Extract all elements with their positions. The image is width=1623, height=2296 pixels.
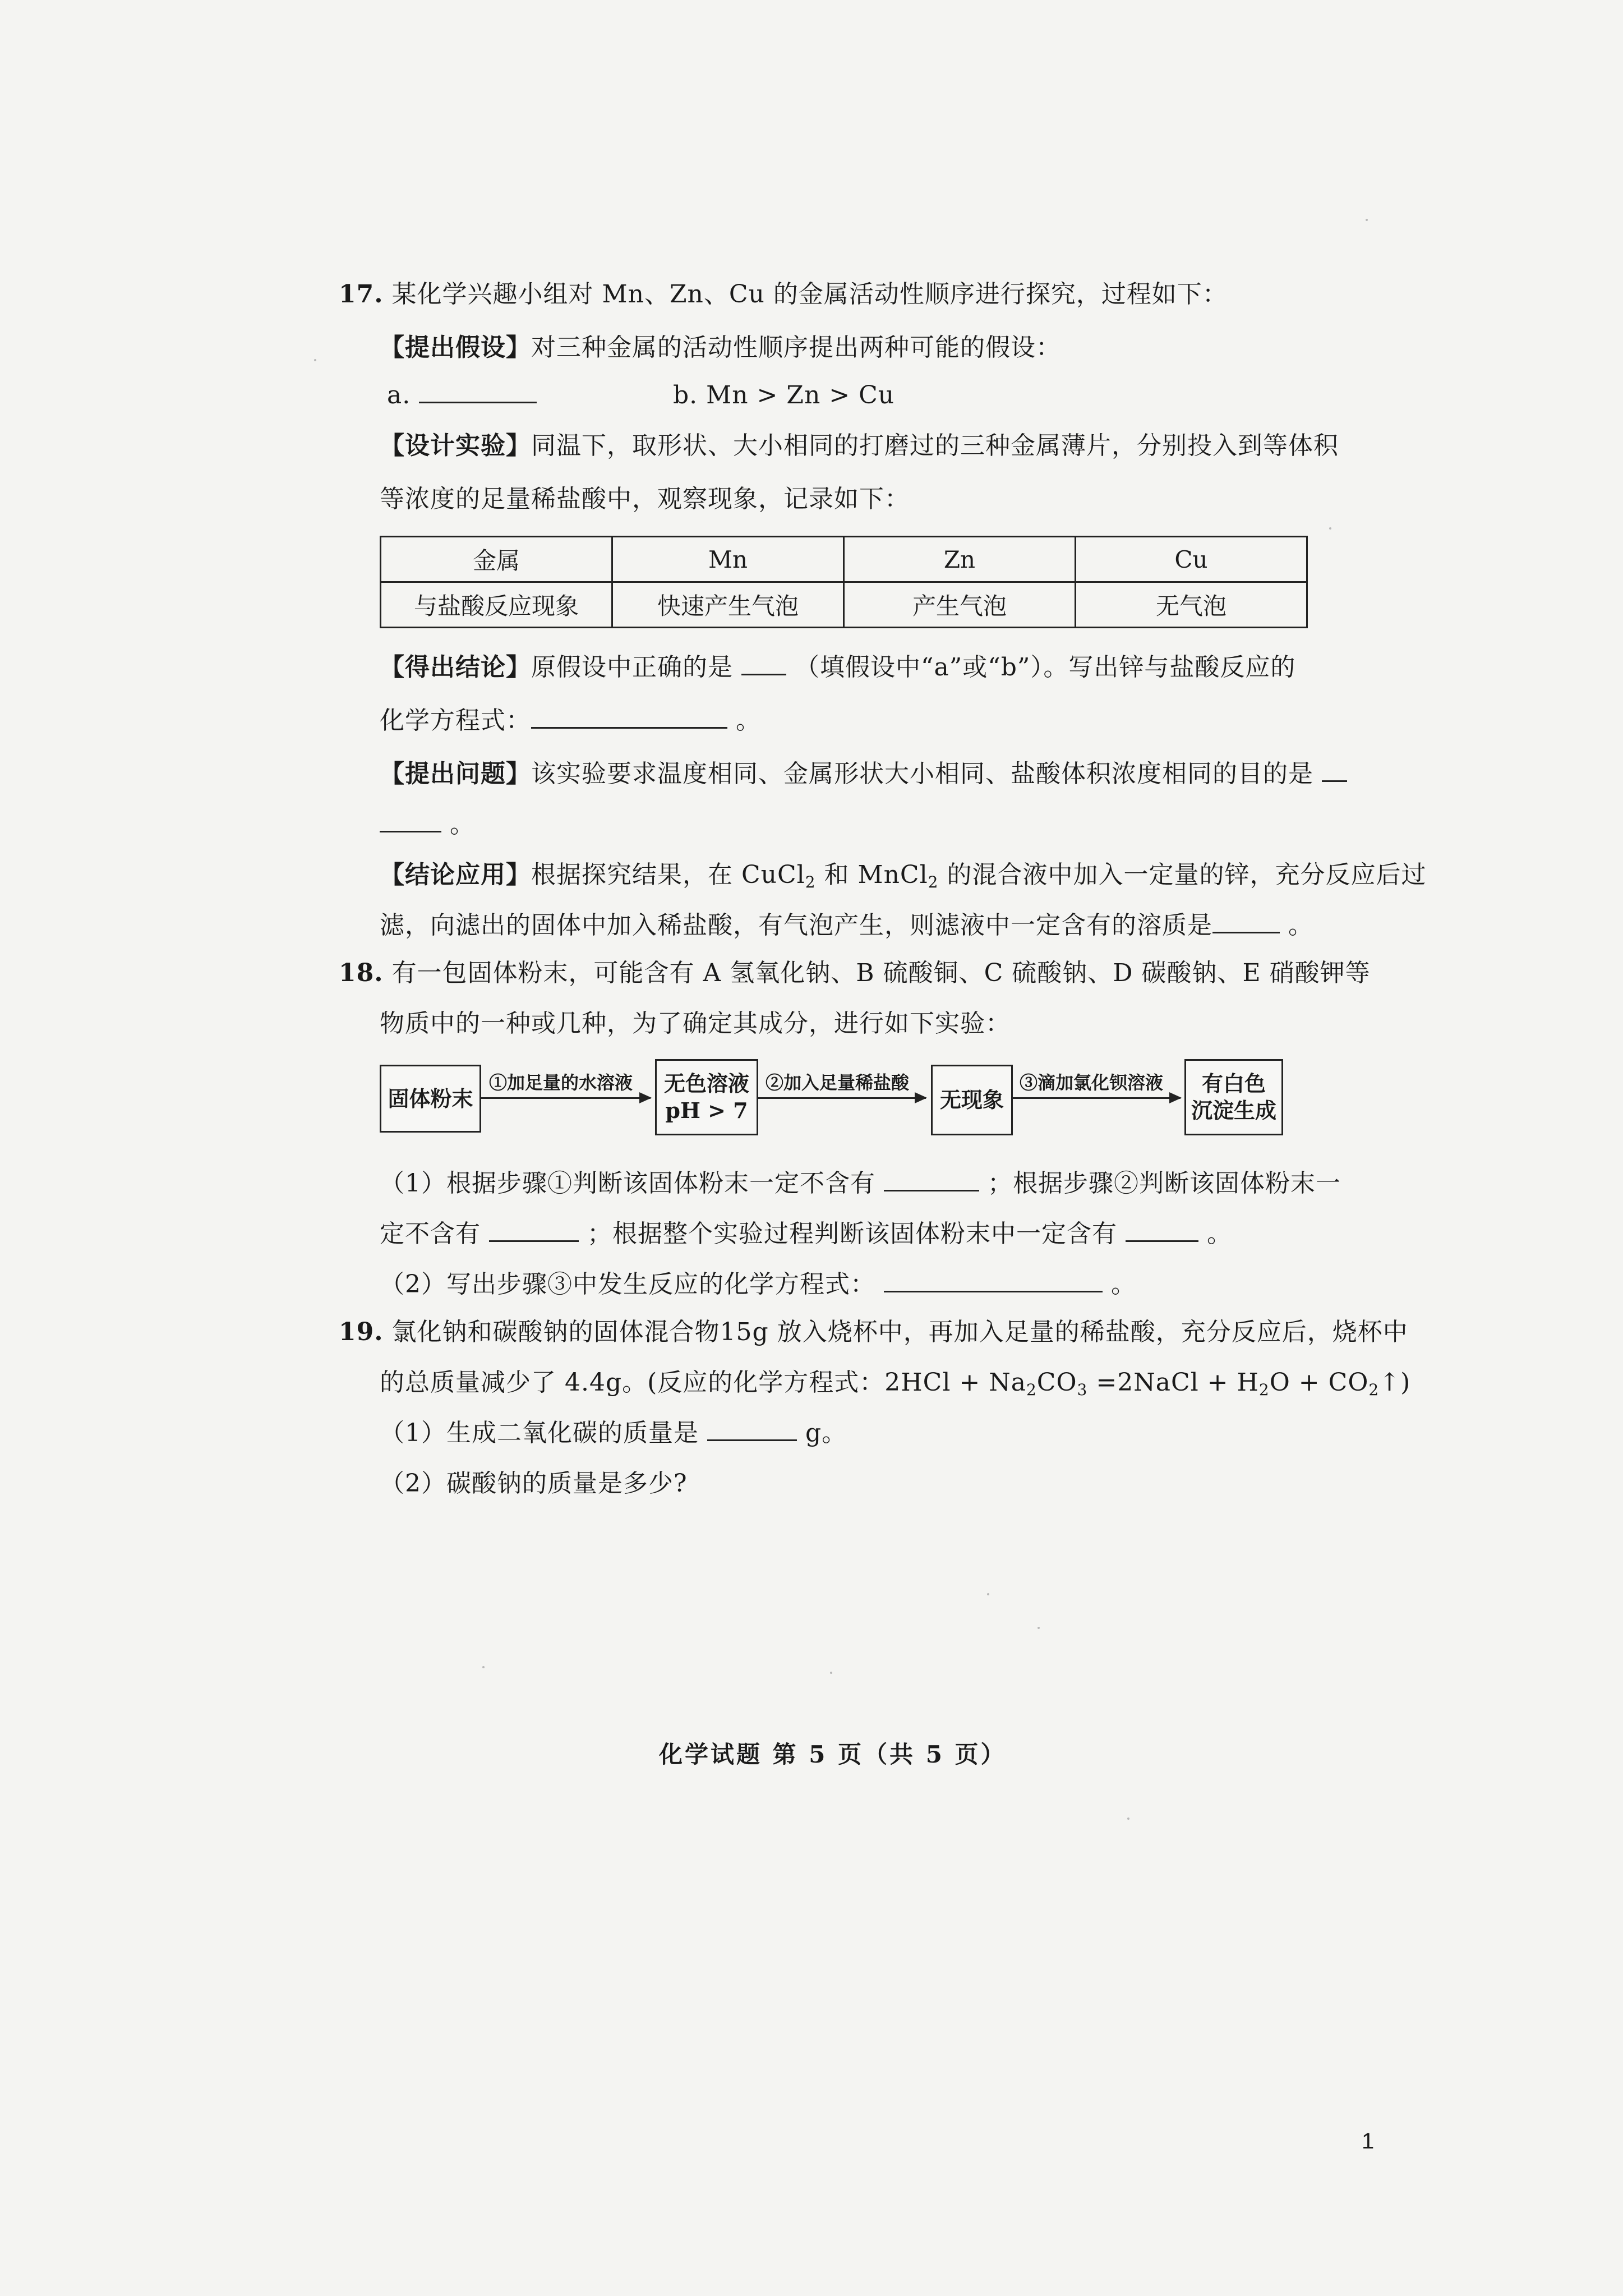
- flow-arrow-1: [481, 1097, 651, 1099]
- table-row: [381, 582, 1307, 628]
- table-cell: Cu: [1076, 537, 1307, 582]
- answer-blank[interactable]: [419, 379, 537, 403]
- scan-speck: [1038, 1627, 1040, 1629]
- answer-blank[interactable]: [1126, 1218, 1198, 1242]
- scan-speck: [1127, 1818, 1129, 1820]
- flow-box-colorless-solution: 无色溶液 pH > 7: [655, 1059, 758, 1135]
- scan-speck: [1366, 219, 1368, 221]
- answer-blank[interactable]: [531, 705, 727, 729]
- q17-design-line2: 等浓度的足量稀盐酸中，观察现象，记录如下：: [380, 485, 910, 513]
- scan-speck: [314, 359, 316, 361]
- q17-hypothesis: 【提出假设】对三种金属的活动性顺序提出两种可能的假设：: [380, 333, 1061, 362]
- q17-application-line2: 滤，向滤出的固体中加入稀盐酸，有气泡产生，则滤液中一定含有的溶质是 。: [380, 909, 1313, 942]
- q17-application-line1: 【结论应用】根据探究结果，在 CuCl$_2$ 和 MnCl$_2$ 的混合液中加入一定量的锌，充分反应后过: [380, 861, 1427, 891]
- flow-step-1-label: ①加足量的水溶液: [489, 1072, 633, 1093]
- q19-part1: （1）生成二氧化碳的质量是 g。: [380, 1416, 847, 1450]
- metal-reaction-table: [380, 536, 1308, 628]
- q17-question-line: 【提出问题】该实验要求温度相同、金属形状大小相同、盐酸体积浓度相同的目的是: [380, 757, 1347, 791]
- q17-intro: 17. 某化学兴趣小组对 Mn、Zn、Cu 的金属活动性顺序进行探究，过程如下：: [339, 280, 1228, 309]
- q19-line1: 19. 氯化钠和碳酸钠的固体混合物15g 放入烧杯中，再加入足量的稀盐酸，充分反应后，烧杯中: [339, 1318, 1408, 1346]
- flow-box-no-phenomenon: 无现象: [931, 1065, 1013, 1135]
- q18-part1-line2: 定不含有 ；根据整个实验过程判断该固体粉末中一定含有 。: [380, 1217, 1232, 1251]
- table-cell: Zn: [844, 537, 1076, 582]
- q17-design-line1: 【设计实验】同温下，取形状、大小相同的打磨过的三种金属薄片，分别投入到等体积: [380, 431, 1339, 460]
- answer-blank[interactable]: [707, 1417, 797, 1441]
- scan-speck: [830, 1672, 832, 1674]
- answer-blank[interactable]: [380, 808, 441, 832]
- q18-part2: （2）写出步骤③中发生反应的化学方程式： 。: [380, 1268, 1136, 1301]
- q17-hypothesis-b: b. Mn > Zn > Cu: [673, 381, 895, 409]
- q19-part2: （2）碳酸钠的质量是多少?: [380, 1469, 688, 1498]
- flow-arrow-3: [1012, 1097, 1181, 1099]
- q17-conclusion-line2: 化学方程式： 。: [380, 704, 761, 738]
- answer-blank[interactable]: [1322, 758, 1347, 782]
- table-cell: 金属: [381, 537, 612, 582]
- page-number: 1: [1362, 2129, 1375, 2154]
- q19-line2: 的总质量减少了 4.4g。(反应的化学方程式：$2HCl + Na_2CO_3$ =2NaCl + $H_2O$ + $CO_2↑$): [380, 1368, 1411, 1399]
- scan-speck: [1329, 527, 1331, 530]
- table-cell: 产生气泡: [844, 582, 1076, 628]
- q17-question-line2: 。: [380, 808, 475, 841]
- page-footer: 化学试题 第 5 页（共 5 页）: [659, 1741, 1007, 1768]
- flow-arrow-2: [758, 1097, 926, 1099]
- table-row: [381, 537, 1307, 582]
- flow-step-3-label: ③滴加氯化钡溶液: [1020, 1072, 1164, 1093]
- flow-box-white-precipitate: 有白色 沉淀生成: [1184, 1059, 1283, 1135]
- answer-blank[interactable]: [489, 1218, 579, 1242]
- answer-blank[interactable]: [884, 1268, 1103, 1292]
- q18-line1: 18. 有一包固体粉末，可能含有 A 氢氧化钠、B 硫酸铜、C 硫酸钠、D 碳酸钠、E 硝酸钾等: [339, 959, 1371, 987]
- scan-speck: [482, 1666, 485, 1668]
- table-cell: 与盐酸反应现象: [381, 582, 612, 628]
- table-cell: 无气泡: [1076, 582, 1307, 628]
- table-cell: Mn: [612, 537, 844, 582]
- q17-hypothesis-a: a.: [387, 379, 537, 412]
- q18-line2: 物质中的一种或几种，为了确定其成分，进行如下实验：: [380, 1009, 1011, 1038]
- scan-speck: [987, 1593, 989, 1595]
- answer-blank[interactable]: [741, 651, 786, 675]
- answer-blank[interactable]: [1212, 909, 1280, 933]
- q17-conclusion-line1: 【得出结论】原假设中正确的是 （填假设中“a”或“b”）。写出锌与盐酸反应的: [380, 651, 1295, 684]
- flow-box-solid-powder: 固体粉末: [380, 1065, 481, 1133]
- answer-blank[interactable]: [884, 1167, 979, 1191]
- q18-part1-line1: （1）根据步骤①判断该固体粉末一定不含有 ；根据步骤②判断该固体粉末一: [380, 1167, 1341, 1200]
- table-cell: 快速产生气泡: [612, 582, 844, 628]
- flow-step-2-label: ②加入足量稀盐酸: [766, 1072, 910, 1093]
